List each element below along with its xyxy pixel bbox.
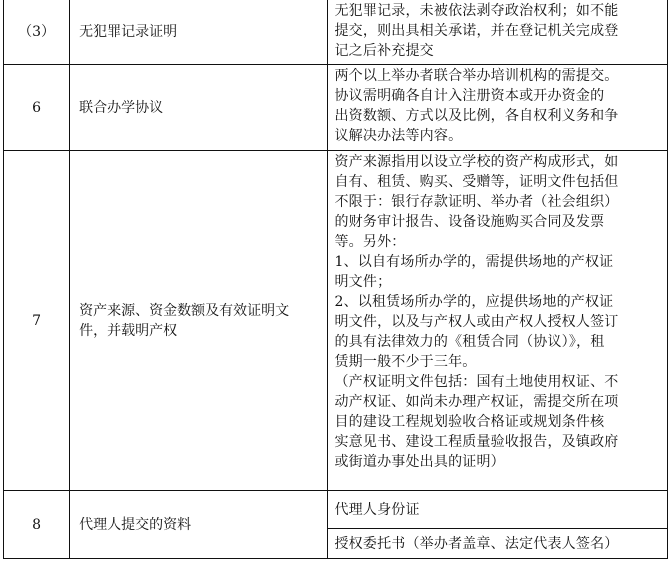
- description-line: 两个以上举办者联合举办培训机构的需提交。: [334, 68, 619, 84]
- description-line: 议解决办法等内容。: [334, 128, 463, 144]
- requirements-table: [3, 0, 668, 559]
- description-line: 记之后补充提交: [334, 43, 434, 59]
- sub-item-authorization-letter: 授权委托书（举办者盖章、法定代表人签名）: [328, 529, 668, 559]
- row-description: [328, 65, 668, 151]
- table-row: [4, 65, 668, 151]
- row-number: 7: [4, 151, 70, 491]
- description-line: 2、以租赁场所办学的，应提供场地的产权证: [334, 294, 614, 310]
- row-item-name: 无犯罪记录证明: [70, 0, 328, 65]
- row-item-name: [70, 151, 328, 491]
- description-line: 实意见书、建设工程质量验收报告，及镇政府: [334, 434, 619, 450]
- description-line: 无犯罪记录，未被依法剥夺政治权利；如不能: [334, 3, 619, 19]
- table-row: [4, 0, 668, 65]
- description-line: 等。另外：: [334, 234, 406, 250]
- description-line: 1、以自有场所办学的，需提供场地的产权证: [334, 254, 614, 270]
- description-line: 的财务审计报告、设备设施购买合同及发票: [334, 214, 605, 230]
- description-line: 的具有法律效力的《租赁合同（协议）》，租: [334, 334, 605, 350]
- row-number: （3）: [4, 0, 70, 65]
- description-line: 资产来源指用以设立学校的资产构成形式，如: [334, 154, 619, 170]
- description-line: 赁期一般不少于三年。: [334, 354, 477, 370]
- row-item-name: 代理人提交的资料: [70, 491, 328, 559]
- description-line: 不限于：银行存款证明、举办者（社会组织）: [334, 194, 619, 210]
- description-line: 或街道办事处出具的证明）: [334, 454, 505, 470]
- description-line: 自有、租赁、购买、受赠等，证明文件包括但: [334, 174, 619, 190]
- description-line: 明文件；: [334, 274, 392, 290]
- row-item-name: 联合办学协议: [70, 65, 328, 151]
- row-number: 6: [4, 65, 70, 151]
- description-line: 协议需明确各自计入注册资本或开办资金的: [334, 88, 605, 104]
- description-line: 目的建设工程规划验收合格证或规划条件核: [334, 414, 605, 430]
- row-description: [328, 151, 668, 491]
- table-row: [4, 151, 668, 491]
- description-line: 明文件，以及与产权人或由产权人授权人签订: [334, 314, 619, 330]
- item-name-line: 件，并载明产权: [79, 322, 178, 339]
- row-number: 8: [4, 491, 70, 559]
- row-description: [328, 0, 668, 65]
- description-line: 提交，则出具相关承诺，并在登记机关完成登: [334, 23, 619, 39]
- description-line: 动产权证、如尚未办理产权证，需提交所在项: [334, 394, 619, 410]
- sub-item-agent-id: 代理人身份证: [328, 491, 668, 529]
- description-line: 出资数额、方式以及比例，各自权利义务和争: [334, 108, 619, 124]
- description-line: （产权证明文件包括：国有土地使用权证、不: [334, 374, 619, 390]
- item-name-line: 资产来源、资金数额及有效证明文: [79, 302, 290, 319]
- table-row: [4, 491, 668, 529]
